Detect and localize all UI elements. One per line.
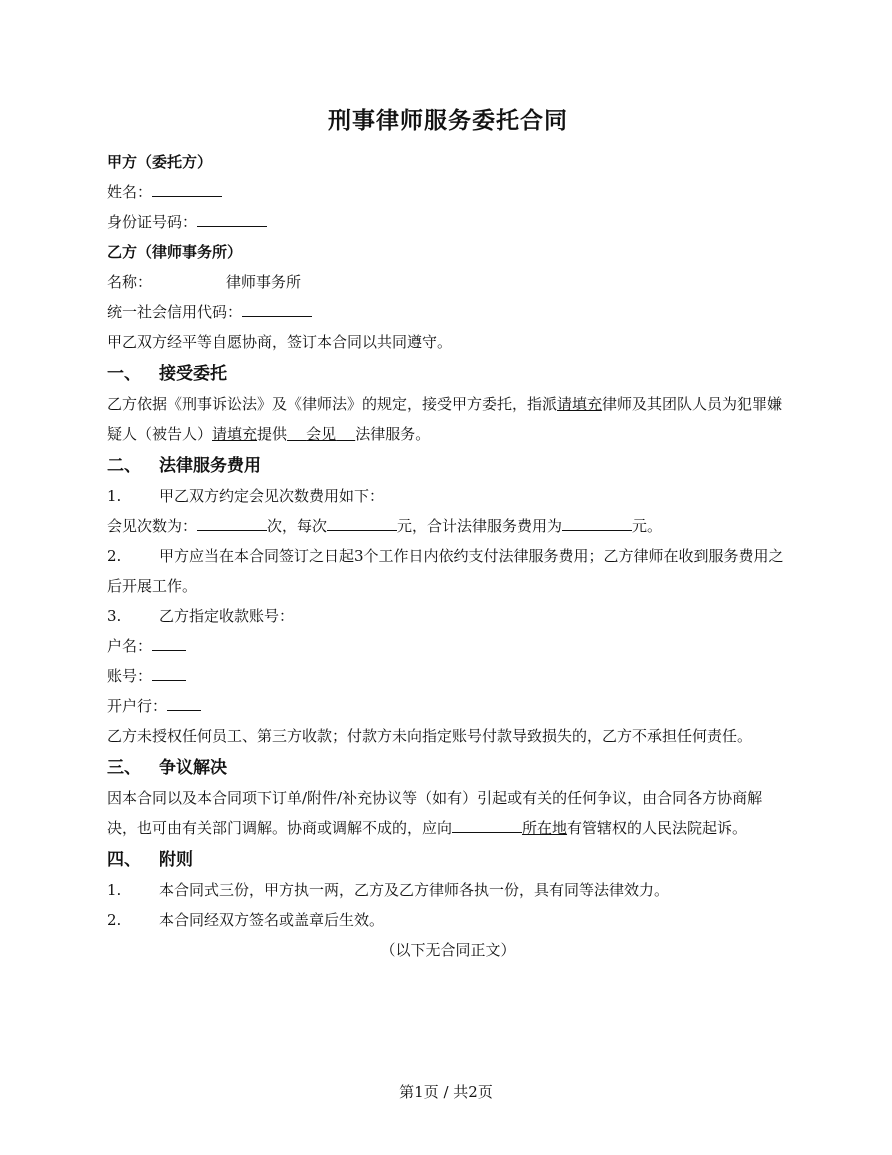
section-4-item-2: [107, 905, 789, 935]
section-3-title: 争议解决: [159, 758, 227, 778]
party-a-id-blank: [197, 212, 267, 227]
party-a-heading: 甲方（委托方）: [107, 153, 213, 171]
section-4-title: 附则: [159, 850, 193, 870]
section-3-number: 三、: [107, 758, 141, 778]
item-text: 本合同式三份，甲方执一两，乙方及乙方律师各执一份，具有同等法律效力。: [159, 881, 670, 899]
party-b-credit-line: [107, 297, 789, 327]
fee-per-label: 次，每次: [267, 517, 328, 535]
item-number: 1.: [107, 487, 122, 505]
account-name-label: 户名：: [107, 637, 153, 655]
court-location-blank: [452, 818, 522, 833]
intro-text: 甲乙双方经平等自愿协商，签订本合同以共同遵守。: [107, 333, 453, 351]
bank-label: 开户行：: [107, 697, 168, 715]
item-text: 甲方应当在本合同签订之日起3个工作日内依约支付法律服务费用；乙方律师在收到服务费用之后开展工作。: [107, 547, 784, 595]
section-1-heading: [107, 359, 789, 389]
party-b-name-line: [107, 267, 789, 297]
section-2-item-1: [107, 481, 789, 511]
section-1-paragraph: [107, 389, 789, 449]
party-a-name-line: [107, 177, 789, 207]
party-b-name-value: 律师事务所: [226, 273, 302, 291]
fee-total-label: 元，合计法律服务费用为: [397, 517, 563, 535]
bank-line: [107, 691, 789, 721]
party-a-id-label: 身份证号码：: [107, 213, 198, 231]
contract-body: [107, 103, 789, 965]
party-b-credit-blank: [242, 302, 312, 317]
fee-unit: 元。: [632, 517, 663, 535]
item-text: 本合同经双方签名或盖章后生效。: [159, 911, 385, 929]
party-a-name-label: 姓名：: [107, 183, 153, 201]
court-location-fill: 所在地: [522, 819, 568, 837]
end-note: （以下无合同正文）: [380, 941, 516, 959]
section-2-number: 二、: [107, 456, 141, 476]
fee-total-blank: [562, 516, 632, 531]
item-number: 1.: [107, 881, 122, 899]
section-3-heading: [107, 753, 789, 783]
account-name-blank: [152, 636, 186, 651]
section-4-number: 四、: [107, 850, 141, 870]
section-4-heading: [107, 845, 789, 875]
section-3-text-1: 因本合同以及本合同项下订单/附件/补充协议等（如有）引起或有关的任何争议，由合同各方协商解决，也可由有关部门调解。协商或调解不成的，应向: [107, 789, 763, 837]
item-number: 3.: [107, 607, 122, 625]
section-3-paragraph: [107, 783, 789, 843]
service-type-value: 会见: [306, 425, 337, 443]
section-2-title: 法律服务费用: [159, 456, 261, 476]
section-1-text-3: 提供: [257, 425, 288, 443]
payment-disclaimer: 乙方未授权任何员工、第三方收款；付款方未向指定账号付款导致损失的，乙方不承担任何责任。: [107, 727, 753, 745]
section-1-text-4: 法律服务。: [355, 425, 431, 443]
section-1-text-1: 乙方依据《刑事诉讼法》及《律师法》的规定，接受甲方委托，指派: [107, 395, 558, 413]
section-2-item-2: [107, 541, 789, 601]
item-number: 2.: [107, 911, 122, 929]
party-b-name-label: 名称：: [107, 273, 153, 291]
bank-blank: [167, 696, 201, 711]
section-2-item-3: [107, 601, 789, 631]
section-1-title: 接受委托: [159, 364, 227, 384]
section-1-number: 一、: [107, 364, 141, 384]
fee-count-label: 会见次数为：: [107, 517, 198, 535]
section-3-text-2: 有管辖权的人民法院起诉。: [567, 819, 748, 837]
party-b-heading: 乙方（律师事务所）: [107, 243, 243, 261]
suspect-fill-field: 请填充: [212, 425, 258, 443]
fee-per-blank: [327, 516, 397, 531]
section-1-text-2: 律师及其团队人员为犯罪嫌疑人（被告人）: [107, 395, 783, 443]
account-number-label: 账号：: [107, 667, 153, 685]
service-type-field: [287, 425, 355, 443]
item-number: 2.: [107, 547, 122, 565]
party-b-credit-label: 统一社会信用代码：: [107, 303, 243, 321]
party-a-id-line: [107, 207, 789, 237]
section-2-heading: [107, 451, 789, 481]
account-number-blank: [152, 666, 186, 681]
account-name-line: [107, 631, 789, 661]
party-a-name-blank: [152, 182, 222, 197]
fee-count-blank: [197, 516, 267, 531]
item-text: 乙方指定收款账号：: [159, 607, 295, 625]
lawyer-fill-field: 请填充: [557, 395, 603, 413]
fee-line: [107, 511, 789, 541]
page-footer: 第1页 / 共2页: [399, 1083, 493, 1101]
page-title: 刑事律师服务委托合同: [328, 107, 568, 134]
item-text: 甲乙双方约定会见次数费用如下：: [159, 487, 385, 505]
account-number-line: [107, 661, 789, 691]
section-4-item-1: [107, 875, 789, 905]
